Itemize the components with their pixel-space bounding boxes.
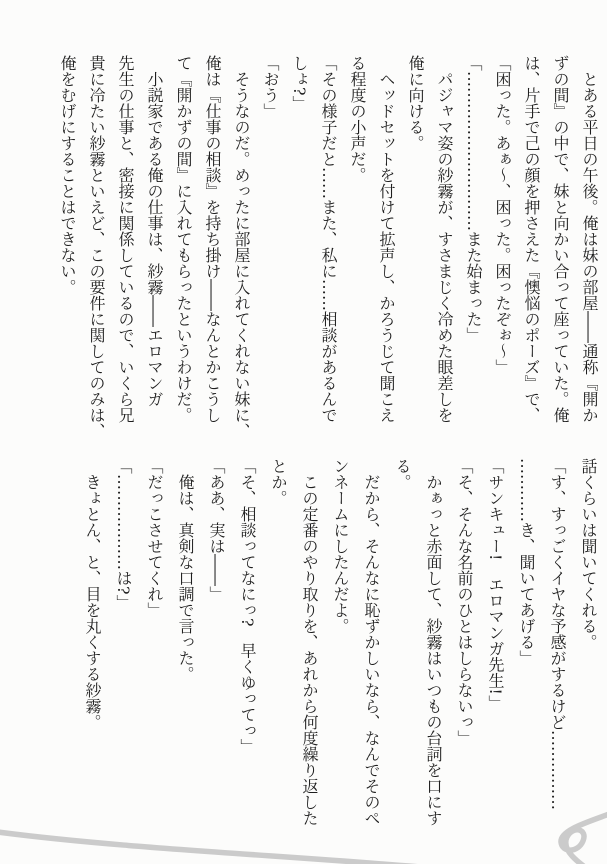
text-column: しょ?」 — [290, 55, 309, 112]
novel-text-top — [53, 55, 604, 465]
text-column: そうなのだ。めったに部屋に入れてくれない妹に、 — [232, 55, 251, 439]
text-column: 「その様子だと……また、私に……相談があるんで — [319, 55, 338, 423]
text-column: 「す、すっごくイヤな予感がするけど…………… — [548, 458, 567, 810]
text-column: だから、そんなに恥ずかしいなら、なんでそのペ — [362, 458, 381, 826]
text-column: 「おう」 — [261, 55, 280, 119]
text-column: 貴に冷たい紗霧といえど、この要件に関してのみは、 — [87, 55, 106, 439]
text-column: 「…………………………また始まった」 — [464, 55, 483, 343]
text-column: とか。 — [269, 458, 288, 506]
text-column: 俺は、真剣な口調で言った。 — [176, 458, 195, 682]
text-column: 「………………は?」 — [114, 458, 133, 611]
text-column: 「だっこさせてくれ」 — [145, 458, 164, 618]
text-column: ヘッドセットを付けて拡声し、かろうじて聞こえ — [377, 55, 396, 423]
text-column: る。 — [393, 458, 412, 490]
ribbon-swoosh-line — [0, 831, 478, 864]
text-column: きょとん、と、目を丸くする紗霧。 — [83, 458, 102, 730]
text-column: この定番のやり取りを、あれから何度繰り返した — [300, 458, 319, 826]
text-column: 「そ、相談ってなにっ? 早くゆってっ」 — [238, 458, 257, 755]
text-column: パジャマ姿の紗霧が、すさまじく冷めた眼差しを — [435, 55, 454, 423]
text-column: 俺に向ける。 — [406, 55, 425, 151]
text-column: かぁっと赤面して、紗霧はいつもの台詞を口にす — [424, 458, 443, 826]
text-column: …………き、聞いてあげる」 — [517, 458, 536, 666]
text-column: ンネームにしたんだよ。 — [331, 458, 350, 634]
text-column: 先生の仕事と、密接に関係しているので、いくら兄 — [116, 55, 135, 423]
text-column: とある平日の午後。俺は妹の部屋――通称『開か — [580, 55, 599, 423]
text-column: 「ああ、実は――」 — [207, 458, 226, 602]
text-column: 話くらいは聞いてくれる。 — [579, 458, 598, 650]
text-column: 俺をむげにすることはできない。 — [58, 55, 77, 295]
text-column: は、片手で己の顔を押さえた『懊悩のポーズ』で、 — [522, 55, 541, 423]
text-column: る程度の小声だ。 — [348, 55, 367, 183]
text-column: 「困った。あぁ〜、困った。困ったぞぉ〜」 — [493, 55, 512, 375]
text-column: 「サンキュー! エロマンガ先生!」 — [486, 458, 505, 711]
text-column: て『開かずの間』に入れてもらったというわけだ。 — [174, 55, 193, 423]
text-column: 「そ、そんな名前のひとはしらないっ」 — [455, 458, 474, 746]
text-column: 小説家である俺の仕事は、紗霧――エロマンガ — [145, 55, 164, 407]
text-column: 俺は『仕事の相談』を持ち掛け――なんとかこうし — [203, 55, 222, 423]
novel-text-bottom — [77, 458, 604, 833]
text-column: ずの間』の中で、妹と向かい合って座っていた。俺 — [551, 55, 570, 423]
